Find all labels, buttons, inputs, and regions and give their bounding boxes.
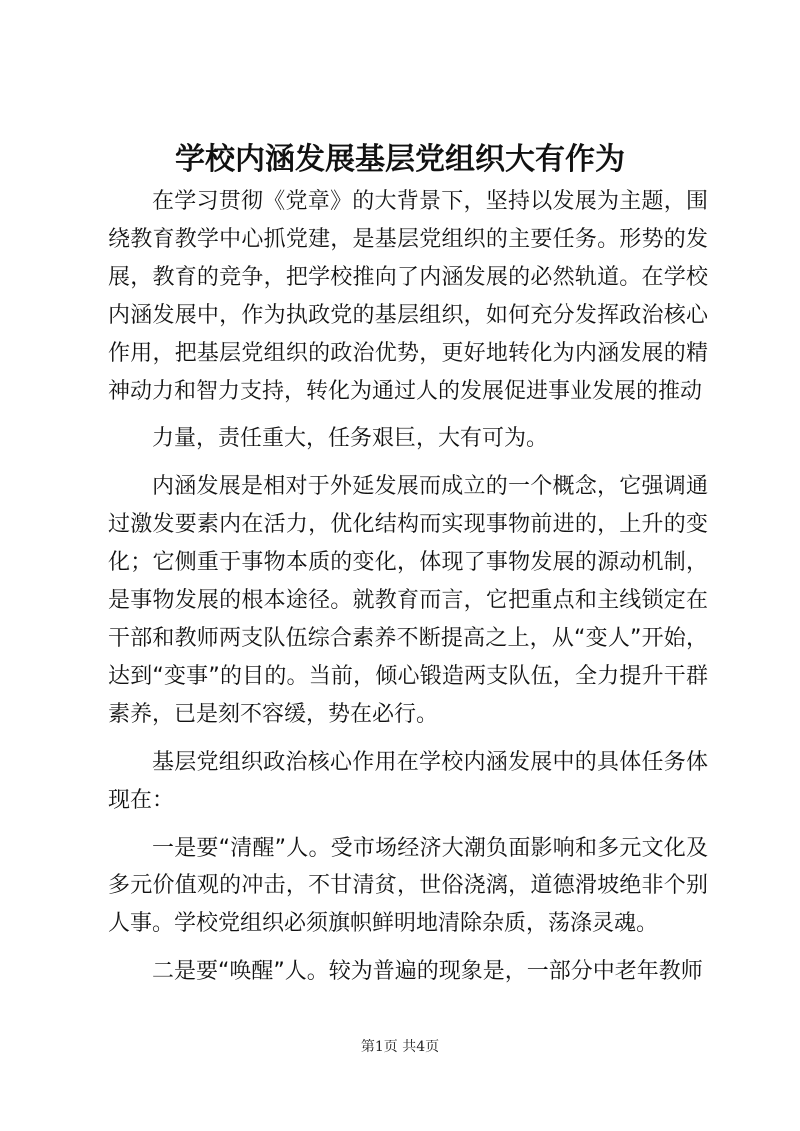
paragraph-6: 二是要“唤醒”人。较为普遍的现象是，一部分中老年教师 — [152, 959, 703, 985]
document-title: 学校内涵发展基层党组织大有作为 — [175, 142, 625, 177]
paragraph-4: 基层党组织政治核心作用在学校内涵发展中的具体任务体现在： — [108, 749, 708, 813]
paragraph-1: 在学习贯彻《党章》的大背景下，坚持以发展为主题，围绕教育教学中心抓党建，是基层党组织的主要任务。形势的发展，教育的竞争，把学校推向了内涵发展的必然轨道。在学校内涵发展中，作为执政党的基层组织，如何充分发挥政治核心作用，把基层党组织的政治优势，更好地转化为内涵发展的精神动力和智力支持，转化为通过人的发展促进事业发展的推动 — [108, 189, 708, 404]
paragraph-3: 内涵发展是相对于外延发展而成立的一个概念，它强调通过激发要素内在活力，优化结构而实现事物前进的，上升的变化；它侧重于事物本质的变化，体现了事物发展的源动机制，是事物发展的根本途径。就教育而言，它把重点和主线锁定在干部和教师两支队伍综合素养不断提高之上，从“变人”开始，达到“变事”的目的。当前，倾心锻造两支队伍，全力提升干群素养，已是刻不容缓，势在必行。 — [108, 474, 709, 727]
page-footer: 第1页 共4页 — [360, 1039, 440, 1055]
paragraph-5: 一是要“清醒”人。受市场经济大潮负面影响和多元文化及多元价值观的冲击，不甘清贫，世俗浇漓，道德滑坡绝非个别人事。学校党组织必须旗帜鲜明地清除杂质，荡涤灵魂。 — [108, 835, 708, 937]
paragraph-2: 力量，责任重大，任务艰巨，大有可为。 — [152, 426, 549, 452]
document-body — [108, 183, 708, 1001]
